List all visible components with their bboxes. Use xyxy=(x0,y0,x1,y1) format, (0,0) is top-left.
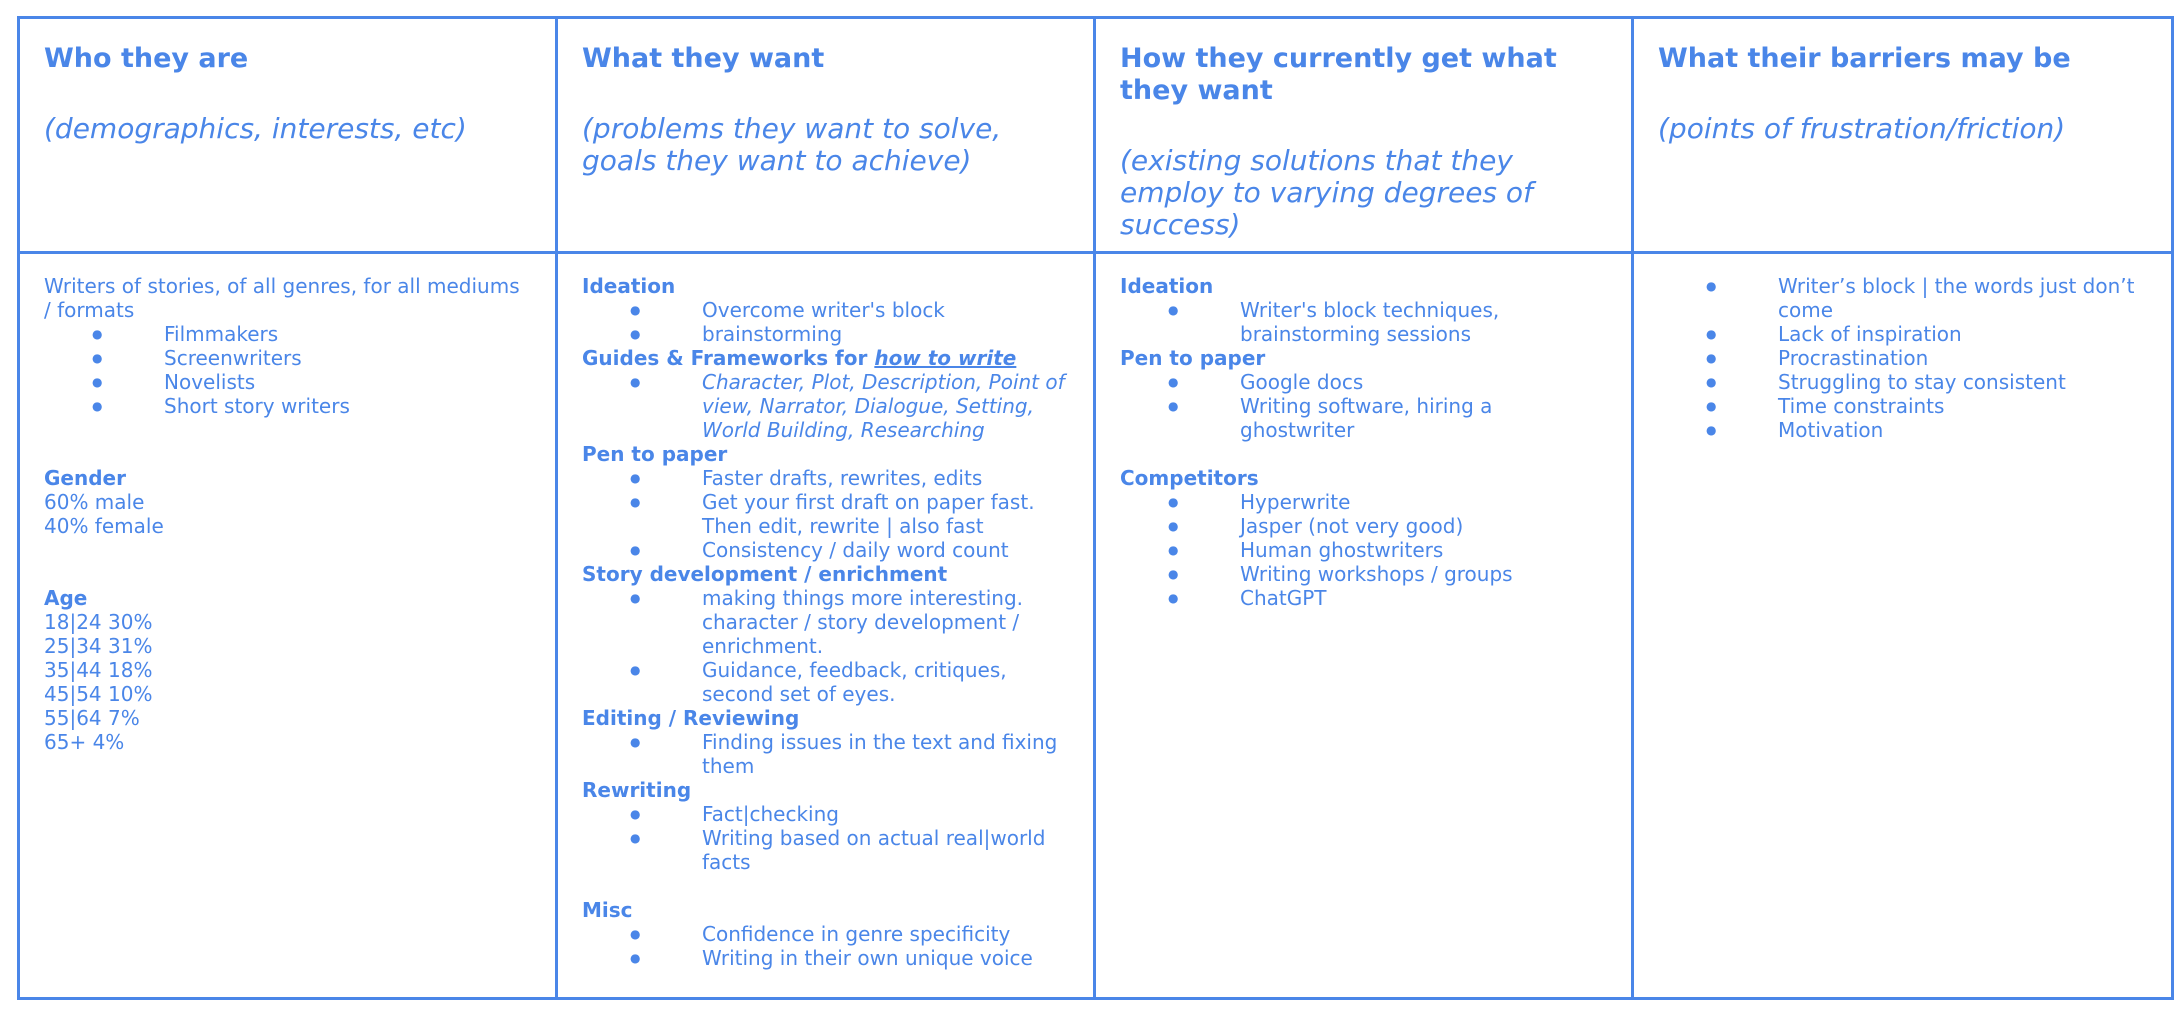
list-item: ● Google docs xyxy=(1120,370,1607,394)
heading-emphasis: how to write xyxy=(874,346,1017,370)
section-heading: Pen to paper xyxy=(582,442,728,466)
body-cell-who xyxy=(19,253,557,999)
bullet-list xyxy=(582,466,1069,562)
list-item: ● Jasper (not very good) xyxy=(1120,514,1607,538)
list-item: ● Get your first draft on paper fast. Then edit, rewrite | also fast xyxy=(582,490,1069,538)
bullet-list xyxy=(44,322,531,418)
list-item: ● Faster drafts, rewrites, edits xyxy=(582,466,1069,490)
gender-line: 60% male xyxy=(44,490,145,514)
list-item: ● Filmmakers xyxy=(44,322,531,346)
age-line: 55|64 7% xyxy=(44,706,140,730)
section-heading xyxy=(582,346,1069,370)
bullet-list xyxy=(582,922,1069,970)
header-row xyxy=(19,18,2173,253)
header-cell-who xyxy=(19,18,557,253)
bullet-list xyxy=(582,298,1069,346)
body-row xyxy=(19,253,2173,999)
list-item: ● Procrastination xyxy=(1658,346,2147,370)
intro-text: Writers of stories, of all genres, for all mediums / formats xyxy=(44,274,520,322)
list-item: ● Finding issues in the text and fixing them xyxy=(582,730,1069,778)
age-line: 45|54 10% xyxy=(44,682,153,706)
gender-line: 40% female xyxy=(44,514,164,538)
spacer xyxy=(44,538,531,586)
bullet-list xyxy=(582,586,1069,706)
section-heading: Editing / Reviewing xyxy=(582,706,800,730)
section-heading: Age xyxy=(44,586,88,610)
list-item: ● Confidence in genre specificity xyxy=(582,922,1069,946)
list-item: ● Struggling to stay consistent xyxy=(1658,370,2147,394)
list-item: ● Time constraints xyxy=(1658,394,2147,418)
column-subtitle: (existing solutions that they employ to varying degrees of success) xyxy=(1120,144,1533,241)
bullet-list xyxy=(1120,298,1607,346)
bullet-list xyxy=(582,802,1069,874)
age-line: 35|44 18% xyxy=(44,658,153,682)
heading-prefix: Guides & Frameworks for xyxy=(582,346,875,370)
bullet-list xyxy=(582,370,1069,442)
list-item: ● Fact|checking xyxy=(582,802,1069,826)
age-line: 18|24 30% xyxy=(44,610,153,634)
bullet-list xyxy=(1120,370,1607,442)
list-item: ● Writing in their own unique voice xyxy=(582,946,1069,970)
spacer xyxy=(1120,442,1607,466)
section-heading: Gender xyxy=(44,466,126,490)
column-title: What they want xyxy=(582,43,825,74)
section-heading: Misc xyxy=(582,898,633,922)
section-heading: Pen to paper xyxy=(1120,346,1266,370)
column-subtitle: (points of frustration/friction) xyxy=(1658,112,2066,145)
bullet-list xyxy=(1658,274,2147,442)
section-heading: Ideation xyxy=(1120,274,1214,298)
header-cell-barriers xyxy=(1633,18,2173,253)
list-item: ● making things more interesting. character / story development / enrichment. xyxy=(582,586,1069,658)
spacer xyxy=(582,874,1069,898)
list-item: ● Writing workshops / groups xyxy=(1120,562,1607,586)
body-cell-current xyxy=(1095,253,1633,999)
column-title: How they currently get what they want xyxy=(1120,43,1557,106)
body-cell-want xyxy=(557,253,1095,999)
list-item: ● Screenwriters xyxy=(44,346,531,370)
section-heading: Story development / enrichment xyxy=(582,562,948,586)
list-item: ● Hyperwrite xyxy=(1120,490,1607,514)
list-item: ● Writing based on actual real|world facts xyxy=(582,826,1069,874)
list-item: ● Consistency / daily word count xyxy=(582,538,1069,562)
section-heading: Competitors xyxy=(1120,466,1259,490)
header-cell-want xyxy=(557,18,1095,253)
list-item: ● Human ghostwriters xyxy=(1120,538,1607,562)
list-item: ● Character, Plot, Description, Point of view, Narrator, Dialogue, Setting, World Building, Researching xyxy=(582,370,1069,442)
age-line: 65+ 4% xyxy=(44,730,125,754)
header-cell-current xyxy=(1095,18,1633,253)
list-item: ● Writing software, hiring a ghostwriter xyxy=(1120,394,1607,442)
list-item: ● Short story writers xyxy=(44,394,531,418)
list-item: ● Motivation xyxy=(1658,418,2147,442)
list-item: ● ChatGPT xyxy=(1120,586,1607,610)
body-cell-barriers xyxy=(1633,253,2173,999)
list-item: ● Overcome writer's block xyxy=(582,298,1069,322)
list-item: ● brainstorming xyxy=(582,322,1069,346)
column-title: What their barriers may be xyxy=(1658,43,2071,74)
list-item: ● Novelists xyxy=(44,370,531,394)
persona-table xyxy=(17,16,2174,1000)
bullet-list xyxy=(1120,490,1607,610)
section-heading: Rewriting xyxy=(582,778,692,802)
column-title: Who they are xyxy=(44,43,249,74)
spacer xyxy=(44,418,531,466)
list-item: ● Writer’s block | the words just don’t come xyxy=(1658,274,2147,322)
section-heading: Ideation xyxy=(582,274,676,298)
age-line: 25|34 31% xyxy=(44,634,153,658)
list-item: ● Writer's block techniques, brainstorming sessions xyxy=(1120,298,1607,346)
column-subtitle: (demographics, interests, etc) xyxy=(44,112,467,145)
column-subtitle: (problems they want to solve, goals they want to achieve) xyxy=(582,112,1002,177)
bullet-list xyxy=(582,730,1069,778)
list-item: ● Lack of inspiration xyxy=(1658,322,2147,346)
list-item: ● Guidance, feedback, critiques, second set of eyes. xyxy=(582,658,1069,706)
